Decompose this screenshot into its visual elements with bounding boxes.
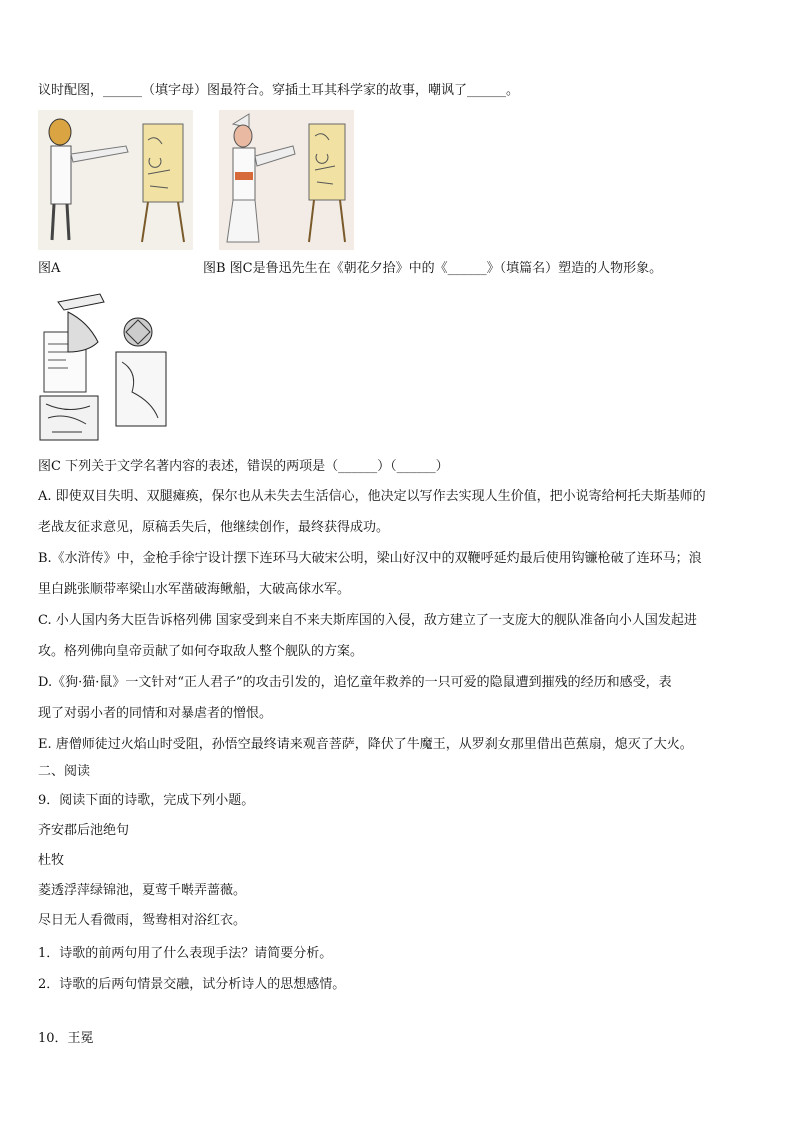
figure-a-image	[38, 110, 193, 250]
section-heading-reading: 二、阅读	[38, 764, 91, 779]
poem-author: 杜牧	[38, 853, 65, 868]
figure-b-caption: 图B 图C是鲁迅先生在《朝花夕拾》中的《______》（填篇名）塑造的人物形象。	[203, 261, 663, 276]
poem-line-2: 尽日无人看微雨，鸳鸯相对浴红衣。	[38, 913, 247, 928]
poem-line-1: 菱透浮萍绿锦池，夏莺千啭弄蔷薇。	[38, 883, 247, 898]
option-a-line1: A. 即使双目失明、双腿瘫痪，保尔也从未失去生活信心，他决定以写作去实现人生价值，把小说寄给柯托夫斯基师的	[38, 489, 706, 504]
question-9: 9．阅读下面的诗歌，完成下列小题。	[38, 793, 255, 808]
text-line-intro: 议时配图，______（填字母）图最符合。穿插土耳其科学家的故事，嘲讽了______。	[38, 83, 520, 98]
figure-c-image	[38, 292, 170, 442]
option-e-line: E. 唐僧师徒过火焰山时受阻，孙悟空最终请来观音菩萨，降伏了牛魔王，从罗刹女那里借出芭蕉扇，熄灭了大火。	[38, 737, 693, 752]
figure-a-caption: 图A	[38, 261, 61, 276]
figure-b-image	[219, 110, 354, 250]
option-c-line2: 攻。格列佛向皇帝贡献了如何夺取敌人整个舰队的方案。	[38, 644, 364, 659]
figure-c-caption: 图C 下列关于文学名著内容的表述，错误的两项是（______）（______）	[38, 459, 449, 474]
poem-title: 齐安郡后池绝句	[38, 823, 130, 838]
option-b-line1: B.《水浒传》中，金枪手徐宁设计摆下连环马大破宋公明，梁山好汉中的双鞭呼延灼最后使用钩镰枪破了连环马；浪	[38, 551, 702, 566]
option-d-line1: D.《狗·猫·鼠》一文针对“正人君子”的攻击引发的，追忆童年救养的一只可爱的隐鼠遭到摧残的经历和感受，表	[38, 675, 672, 690]
subquestion-1: 1．诗歌的前两句用了什么表现手法？请简要分析。	[38, 946, 333, 961]
option-a-line2: 老战友征求意见，原稿丢失后，他继续创作，最终获得成功。	[38, 520, 390, 535]
option-b-line2: 里白跳张顺带率梁山水军凿破海鳅船，大破高俅水军。	[38, 582, 351, 597]
option-c-line1: C. 小人国内务大臣告诉格列佛 国家受到来自不来夫斯库国的入侵，敌方建立了一支庞大的舰队准备向小人国发起进	[38, 613, 697, 628]
option-d-line2: 现了对弱小者的同情和对暴虐者的憎恨。	[38, 706, 273, 721]
question-10: 10．王冕	[38, 1031, 94, 1046]
subquestion-2: 2．诗歌的后两句情景交融，试分析诗人的思想感情。	[38, 977, 346, 992]
